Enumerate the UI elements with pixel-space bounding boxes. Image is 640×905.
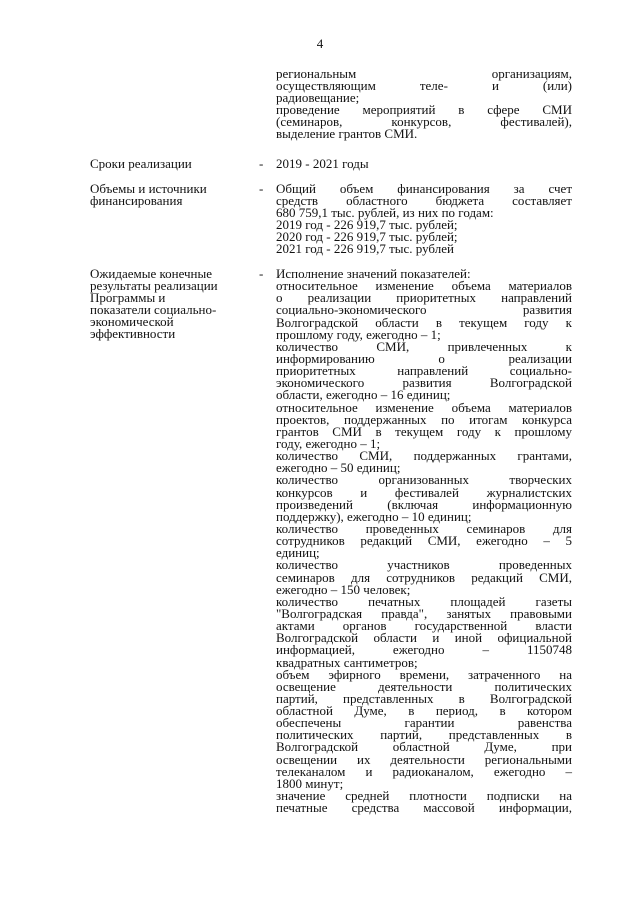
text-line: количество организованных творческих (276, 472, 572, 488)
text-line: информацией, ежегодно – 1150748 (276, 642, 572, 658)
text-line: Волгоградской областной Думе, при (276, 739, 572, 755)
text-line: конкурсов и фестивалей журналистских (276, 484, 572, 500)
section-value (276, 158, 572, 170)
text-line: осуществляющим теле- и (или) (276, 78, 572, 93)
label-line: результаты реализации (90, 278, 218, 293)
text-line: ежегодно – 50 единиц; (276, 460, 401, 476)
text-line: относительное изменение объема материалов (276, 278, 572, 294)
text-line: объем эфирного времени, затраченного на (276, 666, 572, 682)
text-line: актами органов государственной власти (276, 618, 572, 634)
text-line: количество СМИ, привлеченных к (276, 338, 572, 354)
text-line: 2019 - 2021 годы (276, 156, 369, 171)
text-line: "Волгоградская правда", занятых правовыми (276, 605, 572, 621)
text-line: печатные средства массовой информации, (276, 800, 572, 816)
text-line: о реализации приоритетных направлений (276, 290, 572, 306)
dash: - (259, 156, 264, 171)
text-line: освещении их деятельности региональными (276, 751, 572, 767)
label-line: финансирования (90, 193, 183, 208)
text-line: поддержку), ежегодно – 10 единиц; (276, 508, 472, 524)
label-line: Объемы и источники (90, 181, 207, 196)
text-line: экономического развития Волгоградской (276, 375, 572, 391)
text-line: проведение мероприятий в сфере СМИ (276, 102, 572, 117)
text-line: количество проведенных семинаров для (276, 520, 572, 536)
text-line: Общий объем финансирования за счет (276, 181, 572, 196)
text-line: средств областного бюджета составляет (276, 193, 572, 208)
text-line: прошлому году, ежегодно – 1; (276, 326, 441, 342)
label-line: показатели социально- (90, 302, 217, 317)
label-line: Сроки реализации (90, 156, 192, 171)
section-value (276, 268, 572, 814)
text-line: семинаров для сотрудников редакций СМИ, (276, 569, 572, 585)
text-line: выделение грантов СМИ. (276, 126, 418, 141)
text-line: (семинаров, конкурсов, фестивалей), (276, 114, 572, 129)
text-line: количество печатных площадей газеты (276, 593, 572, 609)
section-label (90, 158, 250, 170)
text-line: Волгоградской области и иной официальной (276, 630, 572, 646)
text-line: произведений (включая информационную (276, 496, 572, 512)
text-line: значение средней плотности подписки на (276, 788, 572, 804)
text-line: политических партий, представленных в (276, 727, 572, 743)
text-line: относительное изменение объема материалов (276, 399, 572, 415)
text-line: партий, представленных в Волгоградской (276, 690, 572, 706)
text-line: квадратных сантиметров; (276, 654, 418, 670)
section-label (90, 268, 250, 340)
text-line: 680 759,1 тыс. рублей, из них по годам: (276, 205, 494, 220)
text-line: телеканалом и радиоканалом, ежегодно – (276, 763, 572, 779)
dash: - (259, 266, 264, 281)
section-label (90, 183, 250, 207)
dash: - (259, 181, 264, 196)
text-line: 2020 год - 226 919,7 тыс. рублей; (276, 229, 458, 244)
text-line: освещение деятельности политических (276, 678, 572, 694)
text-line: радиовещание; (276, 90, 360, 105)
label-line: Ожидаемые конечные (90, 266, 213, 281)
text-line: количество участников проведенных (276, 557, 572, 573)
label-line: экономической (90, 314, 174, 329)
text-line: приоритетных направлений социально- (276, 363, 572, 379)
text-line: обеспечены гарантии равенства (276, 715, 572, 731)
text-line: количество СМИ, поддержанных грантами, (276, 448, 572, 464)
section-value (276, 183, 572, 255)
label-line: Программы и (90, 290, 166, 305)
text-line: ежегодно – 150 человек; (276, 581, 411, 597)
text-line: социально-экономического развития (276, 302, 572, 318)
label-line: эффективности (90, 326, 176, 341)
text-line: 2019 год - 226 919,7 тыс. рублей; (276, 217, 458, 232)
text-line: году, ежегодно – 1; (276, 435, 381, 451)
text-line: 1800 минут; (276, 775, 344, 791)
text-line: Волгоградской области в текущем году к (276, 314, 572, 330)
text-line: региональным организациям, (276, 66, 572, 81)
text-line: грантов СМИ в текущем году к прошлому (276, 423, 572, 439)
text-line: 2021 год - 226 919,7 тыс. рублей (276, 241, 454, 256)
text-line: единиц; (276, 545, 320, 561)
text-line: Исполнение значений показателей: (276, 266, 471, 281)
text-line: областной Думе, в период, в котором (276, 703, 572, 719)
continuation-text (276, 68, 572, 140)
text-line: информированию о реализации (276, 350, 572, 366)
text-line: области, ежегодно – 16 единиц; (276, 387, 451, 403)
text-line: сотрудников редакций СМИ, ежегодно – 5 (276, 533, 572, 549)
text-line: проектов, поддержанных по итогам конкурса (276, 411, 572, 427)
page-number: 4 (316, 36, 324, 51)
